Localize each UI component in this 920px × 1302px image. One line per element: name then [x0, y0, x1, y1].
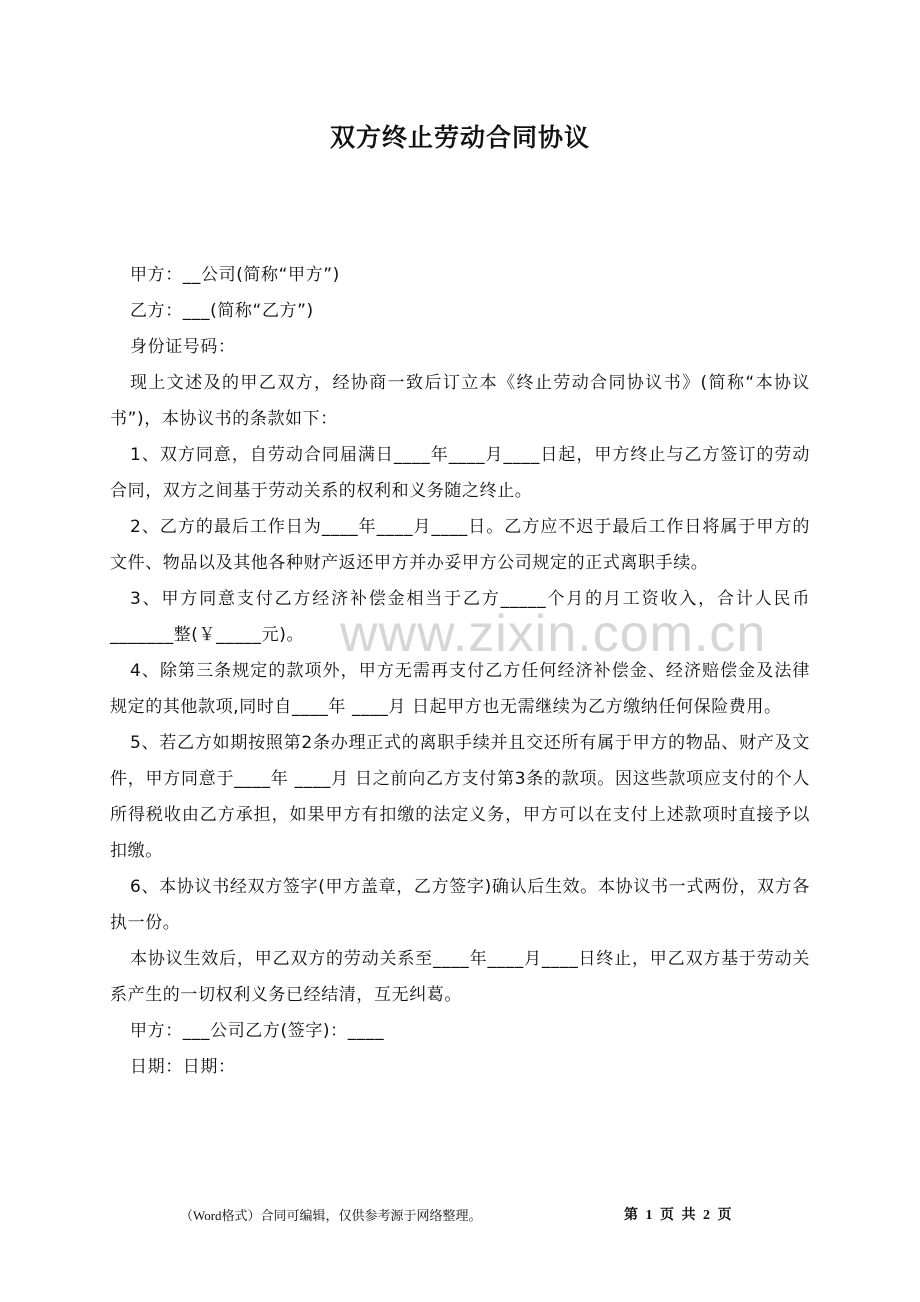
party-a-line: 甲方：__公司(简称“甲方”) [130, 265, 340, 285]
signature-line: 甲方：___公司乙方(签字)：____ [130, 1021, 385, 1041]
watermark: www.zixin.com.cn [340, 605, 767, 663]
page-indicator: 第 1 页 共 2 页 [624, 1208, 732, 1223]
document-body [110, 257, 810, 1085]
clause-5: 5、若乙方如期按照第2条办理正式的离职手续并且交还所有属于甲方的物品、财产及文件，甲方同意于____年 ____月 日之前向乙方支付第3条的款项。因这些款项应支付的个人所得税收由乙方承担，如果甲方有扣缴的法定义务，甲方可以在支付上述款项时直接予以扣缴。 [110, 733, 810, 861]
footer-note: （Word格式）合同可编辑，仅供参考源于网络整理。 [180, 1208, 482, 1223]
preamble-paragraph: 现上文述及的甲乙双方，经协商一致后订立本《终止劳动合同协议书》(简称“本协议书”)，本协议书的条款如下： [110, 373, 810, 429]
clause-6: 6、本协议书经双方签字(甲方盖章，乙方签字)确认后生效。本协议书一式两份，双方各执一份。 [110, 877, 810, 933]
closing-paragraph: 本协议生效后，甲乙双方的劳动关系至____年____月____日终止，甲乙双方基于劳动关系产生的一切权利义务已经结清，互无纠葛。 [110, 949, 810, 1005]
clause-4: 4、除第三条规定的款项外，甲方无需再支付乙方任何经济补偿金、经济赔偿金及法律规定的其他款项,同时自____年 ____月 日起甲方也无需继续为乙方缴纳任何保险费用。 [110, 661, 810, 717]
id-number-line: 身份证号码： [130, 337, 236, 357]
clause-1: 1、双方同意，自劳动合同届满日____年____月____日起，甲方终止与乙方签订的劳动合同，双方之间基于劳动关系的权利和义务随之终止。 [110, 445, 810, 501]
document-title: 双方终止劳动合同协议 [329, 123, 590, 152]
clause-3: 3、甲方同意支付乙方经济补偿金相当于乙方_____个月的月工资收入，合计人民币_______整(￥_____元)。 [110, 589, 810, 645]
clause-2: 2、乙方的最后工作日为____年____月____日。乙方应不迟于最后工作日将属于甲方的文件、物品以及其他各种财产返还甲方并办妥甲方公司规定的正式离职手续。 [110, 517, 810, 573]
party-b-line: 乙方：___(简称“乙方”) [130, 301, 314, 321]
date-line: 日期：日期： [130, 1057, 236, 1077]
